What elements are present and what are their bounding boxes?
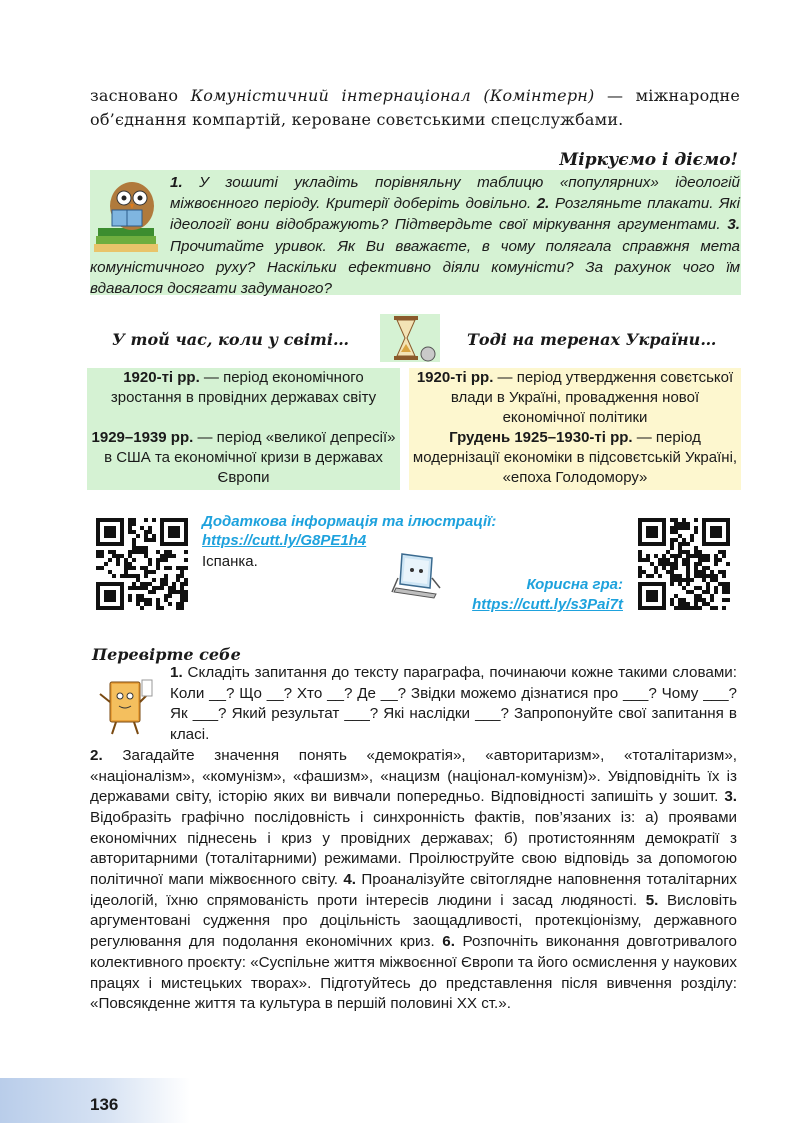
- intro-text-end: — міжнародне об’єднання компартій, кероване совєтськими спецслужбами.: [90, 86, 741, 129]
- page-number: 136: [90, 1095, 119, 1114]
- computer-screen-icon: [388, 548, 446, 602]
- task-number: 2.: [536, 195, 550, 213]
- task-text: Розгляньте плакати. Які ідеології вони відображують? Підтвердьте свої міркування аргументами.: [170, 195, 740, 234]
- extra-info-link[interactable]: https://cutt.ly/G8PE1h4: [202, 532, 367, 549]
- timeline-date: 1920-ті рр.: [416, 369, 494, 386]
- extra-info-subtitle: Іспанка.: [202, 553, 258, 570]
- task-number: 1.: [170, 664, 183, 681]
- task-text: Відобразіть графічно послідовність і синхронність фактів, пов’язаних із: а) проявами економічних піднесень і криз у провідних державах; б) протистоянням демократії з авторитарними (тоталітарними) режимами. Проілюструйте свою відповідь за допомогою політичної мапи міжвоєнного світу.: [90, 808, 737, 889]
- task-text: Висловіть аргументовані судження про доцільність заощадливості, протекціонізму, державного регулювання для подолання економічних криз.: [90, 891, 738, 951]
- ukraine-timeline-heading: Тоді на теренах України…: [467, 330, 717, 349]
- useful-game-title: Корисна гра:: [526, 576, 623, 593]
- timeline-date: 1929–1939 рр.: [91, 429, 194, 446]
- task-number: 2.: [90, 746, 103, 764]
- task-text: Проаналізуйте світоглядне наповнення тоталітарних ідеологій, їхню спрямованість проти інтересів людини і засад людяності.: [90, 871, 737, 909]
- check-yourself-text: [90, 663, 737, 1015]
- intro-text-start: засновано: [90, 86, 191, 105]
- world-timeline-entry: [87, 368, 400, 428]
- qr-code-icon[interactable]: [96, 518, 188, 610]
- intro-paragraph: [90, 84, 740, 132]
- timeline-date: Грудень 1925–1930-ті рр.: [449, 429, 633, 446]
- task-text: Прочитайте уривок. Як Ви вважаєте, в чому полягала справжня мета комуністичного руху? Наскільки ефективно діяли комуністи? За рахунок чого їм вдавалося досягати задуманого?: [90, 237, 740, 298]
- task-number: 5.: [645, 891, 659, 909]
- hourglass-icon: [380, 312, 440, 364]
- think-section-title: Міркуємо і діємо!: [559, 150, 738, 170]
- world-timeline-heading: У той час, коли у світі…: [112, 330, 349, 349]
- task-number: 3.: [727, 216, 740, 234]
- ukraine-timeline-entry: [409, 428, 741, 490]
- world-timeline-entry: [87, 428, 400, 490]
- task-number: 1.: [170, 174, 183, 191]
- useful-game-link[interactable]: https://cutt.ly/s3Pai7t: [472, 596, 623, 613]
- comintern-term: Комуністичний інтернаціонал (Комінтерн): [190, 86, 595, 105]
- task-text: Розпочніть виконання довготривалого колективного проєкту: «Суспільне життя міжвоєнної Європи та його осмислення у наукових працях і мистецьких творах». Підготуйтесь до представлення після вивчення розділу: «Повсякденне життя та культура в першій половині ХХ ст.».: [90, 933, 737, 1013]
- timeline-text: — період утвердження совєтської влади в Україні, провадження нової економічної політики: [450, 369, 734, 426]
- ukraine-timeline-entry: [409, 368, 741, 428]
- task-text: Складіть запитання до тексту параграфа, починаючи кожне такими словами: Коли __? Що __? Хто __? Де __? Звідки можемо дізнатися про ___? Чому ___? Як ___? Який результат ___? Які наслідки ___? Запропонуйте свої запитання в класі.: [170, 664, 737, 744]
- task-number: 6.: [442, 933, 455, 951]
- timeline-text: — період «великої депресії» в США та економічної кризи в державах Європи: [104, 429, 396, 486]
- qr-code-icon[interactable]: [638, 518, 730, 610]
- think-section-text: [90, 172, 740, 299]
- task-text: У зошиті укладіть порівняльну таблицю «популярних» ідеологій міжвоєнного періоду. Критерії доберіть довільно.: [170, 174, 740, 213]
- timeline-date: 1920-ті рр.: [123, 369, 200, 386]
- timeline-text: — період економічного зростання в провідних державах світу: [110, 369, 377, 406]
- task-text: Загадайте значення понять «демократія», «авторитаризм», «тоталітаризм», «націоналізм», «комунізм», «фашизм», «нацизм (націонал-комунізм)». Увідповідніть їх із державами світу, історію яких ви вивчали попередньо. Відповідності запишіть у зошит.: [90, 746, 737, 806]
- task-number: 4.: [343, 871, 357, 889]
- task-number: 3.: [724, 788, 737, 806]
- timeline-text: — період модернізації економіки в підсовєтській Україні, «епоха Голодомору»: [412, 429, 738, 486]
- extra-info-title: Додаткова інформація та ілюстрації:: [202, 513, 497, 530]
- check-yourself-title: Перевірте себе: [92, 645, 241, 664]
